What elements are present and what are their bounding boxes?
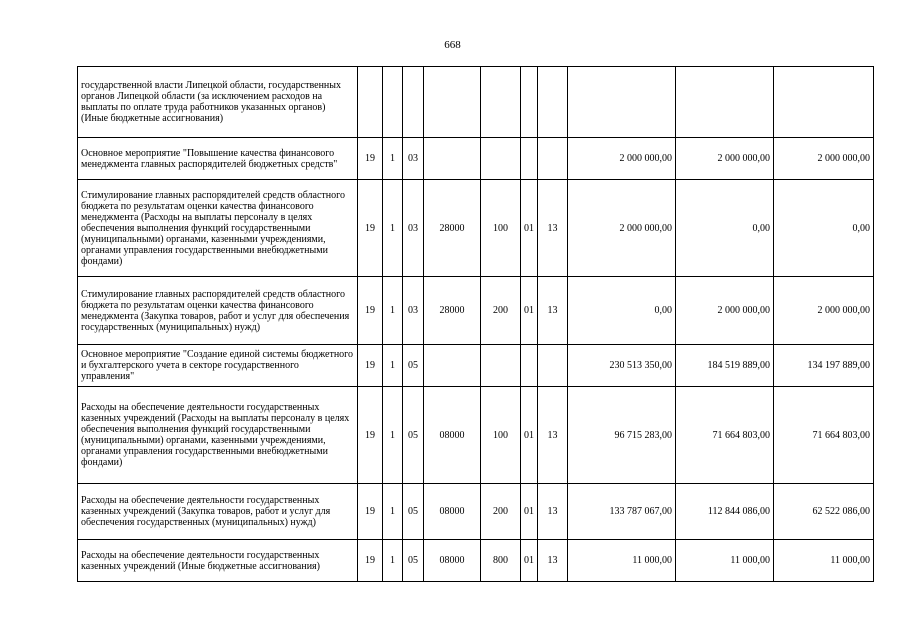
code-subprogram (383, 67, 403, 138)
amount-year-3: 11 000,00 (774, 540, 874, 582)
code-subsection: 13 (538, 540, 568, 582)
code-main-activity: 03 (403, 180, 424, 277)
code-target-program: 19 (358, 345, 383, 387)
code-target-program: 19 (358, 387, 383, 484)
amount-year-2: 2 000 000,00 (676, 277, 774, 345)
code-expense-type: 100 (481, 180, 521, 277)
code-main-activity: 05 (403, 387, 424, 484)
code-section (521, 138, 538, 180)
amount-year-2: 2 000 000,00 (676, 138, 774, 180)
amount-year-2: 0,00 (676, 180, 774, 277)
amount-year-1: 133 787 067,00 (568, 484, 676, 540)
page-number: 668 (444, 39, 461, 51)
code-section: 01 (521, 540, 538, 582)
amount-year-3: 71 664 803,00 (774, 387, 874, 484)
code-expense-type (481, 345, 521, 387)
code-subsection: 13 (538, 484, 568, 540)
row-name: Основное мероприятие "Создание единой системы бюджетного и бухгалтерского учета в секторе государственного управления" (78, 345, 358, 387)
row-name: Основное мероприятие "Повышение качества финансового менеджмента главных распорядителей бюджетных средств" (78, 138, 358, 180)
code-subsection: 13 (538, 180, 568, 277)
code-subprogram: 1 (383, 540, 403, 582)
code-section (521, 345, 538, 387)
code-main-activity: 03 (403, 138, 424, 180)
amount-year-1 (568, 67, 676, 138)
code-target-program: 19 (358, 180, 383, 277)
amount-year-3: 134 197 889,00 (774, 345, 874, 387)
code-expense-type: 100 (481, 387, 521, 484)
row-name: Расходы на обеспечение деятельности государственных казенных учреждений (Закупка товаров, работ и услуг для обеспечения государственных (муниципальных) нужд) (78, 484, 358, 540)
code-section: 01 (521, 387, 538, 484)
code-main-activity: 05 (403, 484, 424, 540)
code-main-activity (403, 67, 424, 138)
code-subprogram: 1 (383, 277, 403, 345)
code-subprogram: 1 (383, 180, 403, 277)
amount-year-2: 71 664 803,00 (676, 387, 774, 484)
amount-year-2: 11 000,00 (676, 540, 774, 582)
code-subprogram: 1 (383, 138, 403, 180)
budget-table (77, 66, 874, 582)
table-row (78, 138, 874, 180)
table-row (78, 484, 874, 540)
table-row (78, 67, 874, 138)
code-expense-type (481, 138, 521, 180)
code-direction: 08000 (424, 387, 481, 484)
code-section: 01 (521, 180, 538, 277)
table-body (78, 67, 874, 582)
code-expense-type: 800 (481, 540, 521, 582)
code-direction (424, 345, 481, 387)
code-subsection: 13 (538, 277, 568, 345)
code-expense-type: 200 (481, 484, 521, 540)
code-expense-type (481, 67, 521, 138)
amount-year-1: 96 715 283,00 (568, 387, 676, 484)
code-subprogram: 1 (383, 345, 403, 387)
row-name: Стимулирование главных распорядителей средств областного бюджета по результатам оценки качества финансового менеджмента (Закупка товаров, работ и услуг для обеспечения государственных (муниципальных) нужд) (78, 277, 358, 345)
amount-year-2 (676, 67, 774, 138)
code-target-program (358, 67, 383, 138)
code-section: 01 (521, 484, 538, 540)
code-subsection (538, 345, 568, 387)
code-direction (424, 138, 481, 180)
code-target-program: 19 (358, 138, 383, 180)
amount-year-3: 2 000 000,00 (774, 277, 874, 345)
code-direction: 08000 (424, 540, 481, 582)
amount-year-2: 184 519 889,00 (676, 345, 774, 387)
code-subsection (538, 67, 568, 138)
code-direction: 28000 (424, 180, 481, 277)
amount-year-3: 0,00 (774, 180, 874, 277)
amount-year-1: 2 000 000,00 (568, 138, 676, 180)
row-name: Расходы на обеспечение деятельности государственных казенных учреждений (Иные бюджетные ассигнования) (78, 540, 358, 582)
table-row (78, 540, 874, 582)
code-direction: 28000 (424, 277, 481, 345)
code-target-program: 19 (358, 277, 383, 345)
amount-year-2: 112 844 086,00 (676, 484, 774, 540)
amount-year-1: 0,00 (568, 277, 676, 345)
code-target-program: 19 (358, 484, 383, 540)
row-name: Стимулирование главных распорядителей средств областного бюджета по результатам оценки качества финансового менеджмента (Расходы на выплаты персоналу в целях обеспечения выполнения функций государственными (муниципальными) органами, казенными учреждениями, органами управления государственными внебюджетными фондами) (78, 180, 358, 277)
amount-year-3: 62 522 086,00 (774, 484, 874, 540)
code-direction: 08000 (424, 484, 481, 540)
code-direction (424, 67, 481, 138)
code-subsection (538, 138, 568, 180)
code-main-activity: 03 (403, 277, 424, 345)
code-expense-type: 200 (481, 277, 521, 345)
table-row (78, 277, 874, 345)
row-name: Расходы на обеспечение деятельности государственных казенных учреждений (Расходы на выплаты персоналу в целях обеспечения выполнения функций государственными (муниципальными) органами, казенными учреждениями, органами управления государственными внебюджетными фондами) (78, 387, 358, 484)
code-subsection: 13 (538, 387, 568, 484)
amount-year-3 (774, 67, 874, 138)
amount-year-1: 2 000 000,00 (568, 180, 676, 277)
code-section: 01 (521, 277, 538, 345)
amount-year-1: 230 513 350,00 (568, 345, 676, 387)
table-row (78, 345, 874, 387)
table-row (78, 180, 874, 277)
code-main-activity: 05 (403, 540, 424, 582)
amount-year-3: 2 000 000,00 (774, 138, 874, 180)
code-main-activity: 05 (403, 345, 424, 387)
code-target-program: 19 (358, 540, 383, 582)
row-name: государственной власти Липецкой области, государственных органов Липецкой области (за исключением расходов на выплаты по оплате труда работников указанных органов) (Иные бюджетные ассигнования) (78, 67, 358, 138)
code-section (521, 67, 538, 138)
code-subprogram: 1 (383, 484, 403, 540)
amount-year-1: 11 000,00 (568, 540, 676, 582)
table-row (78, 387, 874, 484)
code-subprogram: 1 (383, 387, 403, 484)
